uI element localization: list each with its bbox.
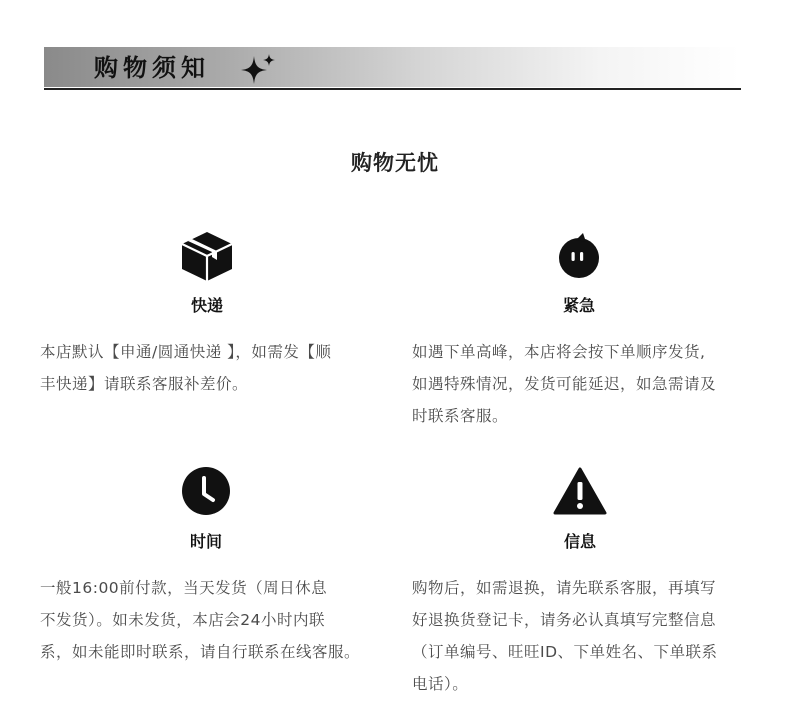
info-line: 电话）。 [412,675,469,693]
express-label: 快递 [190,296,223,315]
sparkle-icon [240,52,278,86]
time-line: 一般16:00前付款，当天发货（周日休息 [40,579,328,597]
express-text [40,336,331,400]
info-line: （订单编号、旺旺ID、下单姓名、下单联系 [412,643,718,661]
info-line: 好退换货登记卡，请务必认真填写完整信息 [412,611,717,629]
clock-icon [181,466,231,516]
info-label: 信息 [563,532,596,551]
page-title: 购物须知 [94,54,210,82]
urgent-label: 紧急 [562,296,595,315]
urgent-line: 如遇下单高峰，本店将会按下单顺序发货, [412,343,706,361]
warning-triangle-icon [553,467,607,515]
package-box-icon [179,230,235,282]
time-line: 系，如未能即时联系，请自行联系在线客服。 [40,643,361,661]
time-text [40,572,360,668]
urgent-line: 如遇特殊情况，发货可能延迟，如急需请及 [412,375,717,393]
time-line: 不发货）。如未发货，本店会24小时内联 [40,611,325,629]
info-line: 购物后，如需退换，请先联系客服，再填写 [412,579,717,597]
section-title: 购物无忧 [351,151,439,175]
header-divider [44,88,741,90]
urgent-line: 时联系客服。 [412,407,509,425]
info-text [412,572,718,700]
chat-bubble-icon [556,233,602,279]
time-label: 时间 [189,532,222,551]
express-line: 丰快递】请联系客服补差价。 [40,375,249,393]
urgent-text [412,336,716,432]
express-line: 本店默认【申通/圆通快递 】，如需发【顺 [40,343,332,361]
